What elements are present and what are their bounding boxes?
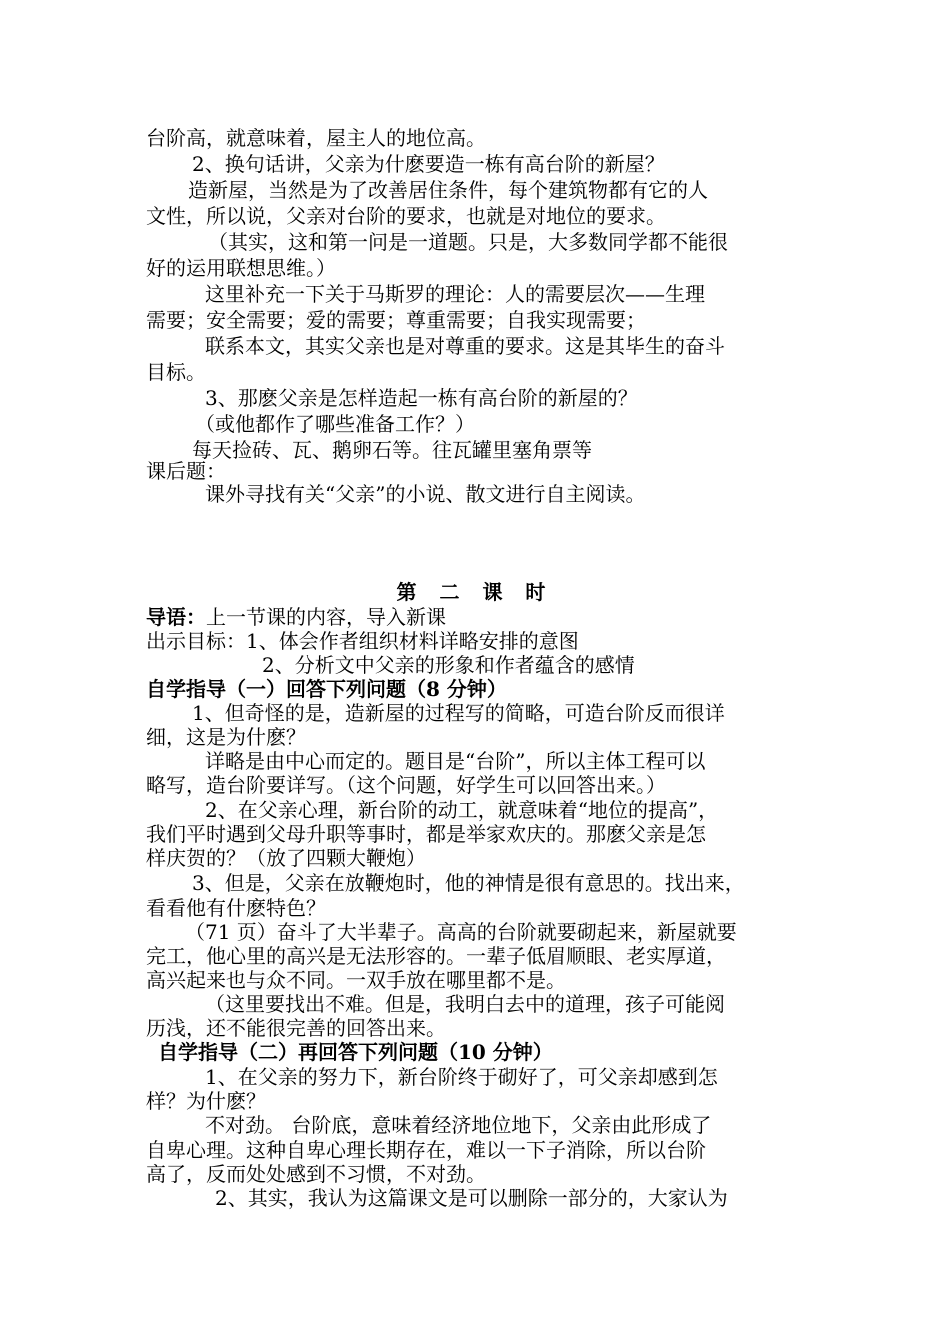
text-line: 这里补充一下关于马斯罗的理论：人的需要层次——生理 <box>205 282 705 306</box>
text-line: 3、但是，父亲在放鞭炮时，他的神情是很有意思的。找出来， <box>192 871 745 895</box>
text-line: 好的运用联想思维。） <box>146 256 336 280</box>
text-line: 造新屋，当然是为了改善居住条件，每个建筑物都有它的人 <box>188 178 708 202</box>
self-study-heading-1: 自学指导（一）回答下列问题（8 分钟） <box>146 677 507 701</box>
text-line: 高了，反而处处感到不习惯，不对劲。 <box>146 1162 486 1186</box>
self-study-heading-2: 自学指导（二）再回答下列问题（10 分钟） <box>158 1040 553 1064</box>
text-line: 略写，造台阶要详写。（这个问题，好学生可以回答出来。） <box>146 773 666 797</box>
section-title: 第 二 课 时 <box>396 580 554 604</box>
text-line: 目标。 <box>146 360 206 384</box>
text-line: （71 页）奋斗了大半辈子。高高的台阶就要砌起来，新屋就要 <box>185 920 737 944</box>
text-line: 2、在父亲心理，新台阶的动工，就意味着“地位的提高”， <box>205 798 719 822</box>
text-line: 台阶高，就意味着，屋主人的地位高。 <box>146 126 486 150</box>
question-3: 3、那麽父亲是怎样造起一栋有高台阶的新屋的？ <box>205 386 638 410</box>
text-line: 需要；安全需要；爱的需要；尊重需要；自我实现需要； <box>146 308 646 332</box>
text-line: 联系本文，其实父亲也是对尊重的要求。这是其毕生的奋斗 <box>205 334 725 358</box>
text-line: 自卑心理。这种自卑心理长期存在，难以一下子消除，所以台阶 <box>146 1138 706 1162</box>
text-line: 课外寻找有关“父亲”的小说、散文进行自主阅读。 <box>205 482 646 506</box>
text-line: 看看他有什麽特色？ <box>146 896 326 920</box>
intro-text: 上一节课的内容，导入新课 <box>206 605 446 629</box>
text-line: （其实，这和第一问是一道题。只是，大多数同学都不能很 <box>208 230 728 254</box>
homework-heading: 课后题： <box>146 459 226 483</box>
text-line: 高兴起来也与众不同。一双手放在哪里都不是。 <box>146 968 566 992</box>
intro-label: 导语： <box>146 605 206 629</box>
text-line: （这里要找出不难。但是，我明白去中的道理，孩子可能阅 <box>205 992 725 1016</box>
text-line: 样庆贺的？（放了四颗大鞭炮） <box>146 846 426 870</box>
intro-line <box>146 604 446 630</box>
text-line: 完工，他心里的高兴是无法形容的。一辈子低眉顺眼、老实厚道， <box>146 944 726 968</box>
text-line: 样？为什麽？ <box>146 1089 266 1113</box>
question-2: 2、换句话讲，父亲为什麽要造一栋有高台阶的新屋？ <box>192 152 665 176</box>
objectives-line: 出示目标：1、体会作者组织材料详略安排的意图 <box>146 629 579 653</box>
text-line: （或他都作了哪些准备工作？） <box>195 412 475 436</box>
text-line: 1、在父亲的努力下，新台阶终于砌好了，可父亲却感到怎 <box>205 1065 718 1089</box>
text-line: 文性，所以说，父亲对台阶的要求，也就是对地位的要求。 <box>146 204 666 228</box>
objectives-line: 2、分析文中父亲的形象和作者蕴含的感情 <box>262 653 635 677</box>
text-line: 我们平时遇到父母升职等事时，都是举家欢庆的。那麽父亲是怎 <box>146 822 706 846</box>
text-line: 不对劲。 台阶底，意味着经济地位地下，父亲由此形成了 <box>205 1113 712 1137</box>
text-line: 历浅，还不能很完善的回答出来。 <box>146 1016 446 1040</box>
text-line: 详略是由中心而定的。题目是“台阶”，所以主体工程可以 <box>205 749 706 773</box>
text-line: 每天捡砖、瓦、鹅卵石等。往瓦罐里塞角票等 <box>192 438 592 462</box>
text-line: 细，这是为什麽？ <box>146 725 306 749</box>
text-line: 2、其实，我认为这篇课文是可以删除一部分的，大家认为 <box>215 1186 728 1210</box>
text-line: 1、但奇怪的是，造新屋的过程写的简略，可造台阶反而很详 <box>192 701 725 725</box>
